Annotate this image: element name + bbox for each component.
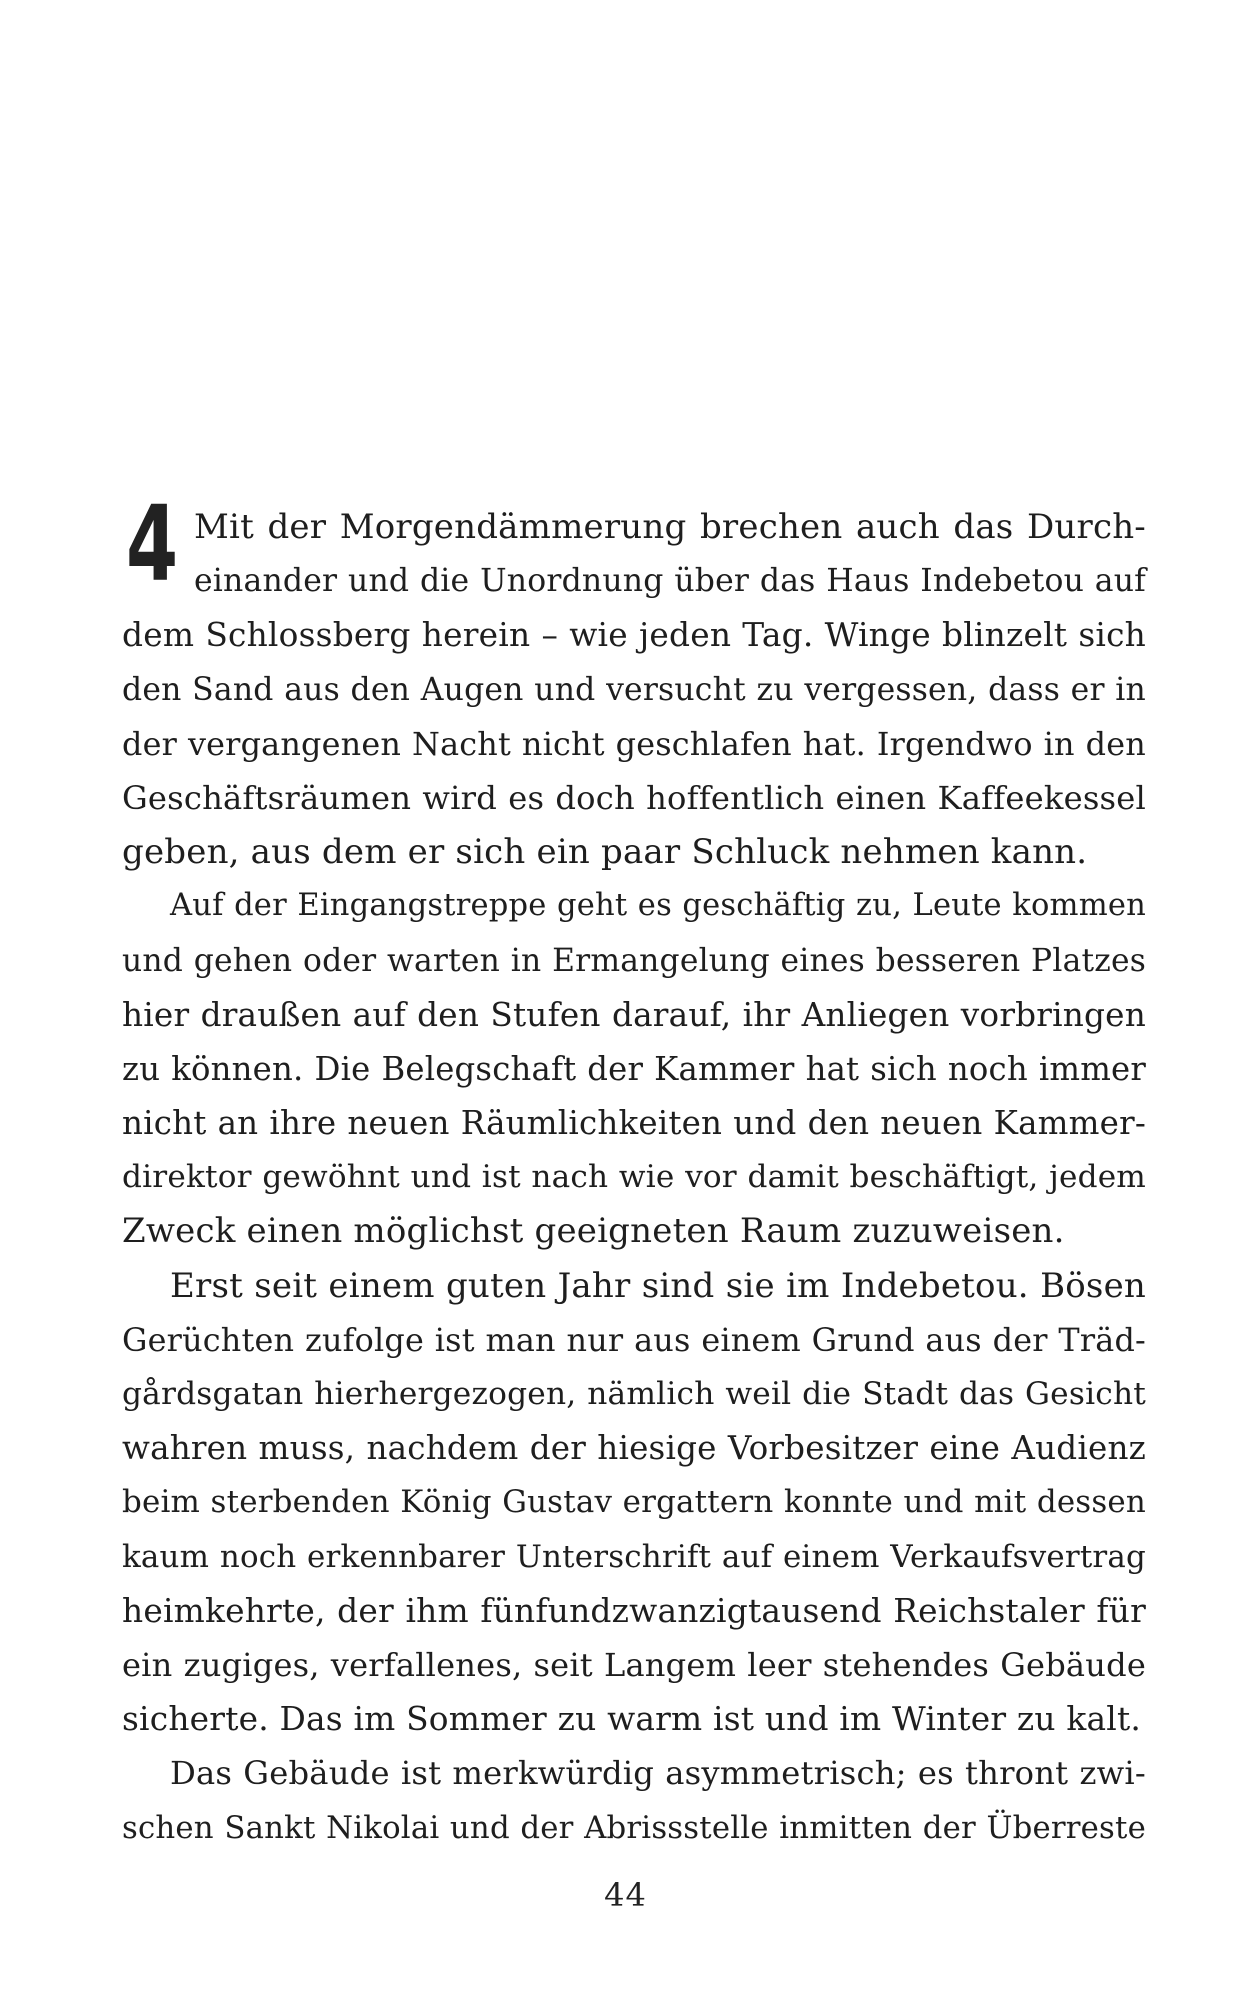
text-line: und gehen oder warten in Ermangelung eines besseren Platzes	[122, 942, 1146, 979]
text-line: ein zugiges, verfallenes, seit Langem leer stehendes Gebäude	[122, 1645, 1146, 1684]
text-line: Erst seit einem guten Jahr sind sie im Indebetou. Bösen	[170, 1265, 1146, 1306]
text-line: Das Gebäude ist merkwürdig asymmetrisch; es thront zwi-	[170, 1754, 1146, 1793]
text-line: kaum noch erkennbarer Unterschrift auf einem Verkaufsvertrag	[122, 1538, 1146, 1575]
text-line: einander und die Unordnung über das Haus Indebetou auf	[194, 563, 1146, 600]
text-line: Zweck einen möglichst geeigneten Raum zuzuweisen.	[122, 1211, 1065, 1252]
chapter-number: 4	[126, 483, 176, 605]
text-line: hier draußen auf den Stufen darauf, ihr Anliegen vorbringen	[122, 995, 1146, 1034]
text-line: beim sterbenden König Gustav ergattern konnte und mit dessen	[122, 1484, 1146, 1521]
text-line: heimkehrte, der ihm fünfundzwanzigtausend Reichstaler für	[122, 1591, 1146, 1630]
text-line: dem Schlossberg herein – wie jeden Tag. Winge blinzelt sich	[122, 616, 1146, 655]
text-line: geben, aus dem er sich ein paar Schluck nehmen kann.	[122, 832, 1088, 873]
text-line: gårdsgatan hierhergezogen, nämlich weil die Stadt das Gesicht	[122, 1376, 1146, 1412]
text-line: zu können. Die Belegschaft der Kammer hat sich noch immer	[122, 1049, 1146, 1088]
text-line: sicherte. Das im Sommer zu warm ist und im Winter zu kalt.	[122, 1700, 1141, 1739]
text-line: nicht an ihre neuen Räumlichkeiten und den neuen Kammer-	[122, 1104, 1146, 1143]
page-number: 44	[604, 1876, 647, 1914]
text-line: den Sand aus den Augen und versucht zu vergessen, dass er in	[122, 671, 1146, 708]
text-line: der vergangenen Nacht nicht geschlafen hat. Irgendwo in den	[122, 724, 1146, 763]
text-line: schen Sankt Nikolai und der Abrissstelle inmitten der Überreste	[122, 1809, 1146, 1846]
text-line: Geschäftsräumen wird es doch hoffentlich einen Kaffeekessel	[122, 778, 1146, 817]
body-text	[122, 500, 1146, 1855]
text-line: direktor gewöhnt und ist nach wie vor damit beschäftigt, jedem	[122, 1159, 1146, 1196]
text-line: Gerüchten zufolge ist man nur aus einem Grund aus der Träd-	[122, 1320, 1146, 1359]
text-line: wahren muss, nachdem der hiesige Vorbesitzer eine Audienz	[122, 1429, 1146, 1468]
text-line: Auf der Eingangstreppe geht es geschäftig zu, Leute kommen	[170, 888, 1146, 924]
text-line: Mit der Morgendämmerung brechen auch das Durch-	[194, 507, 1146, 547]
